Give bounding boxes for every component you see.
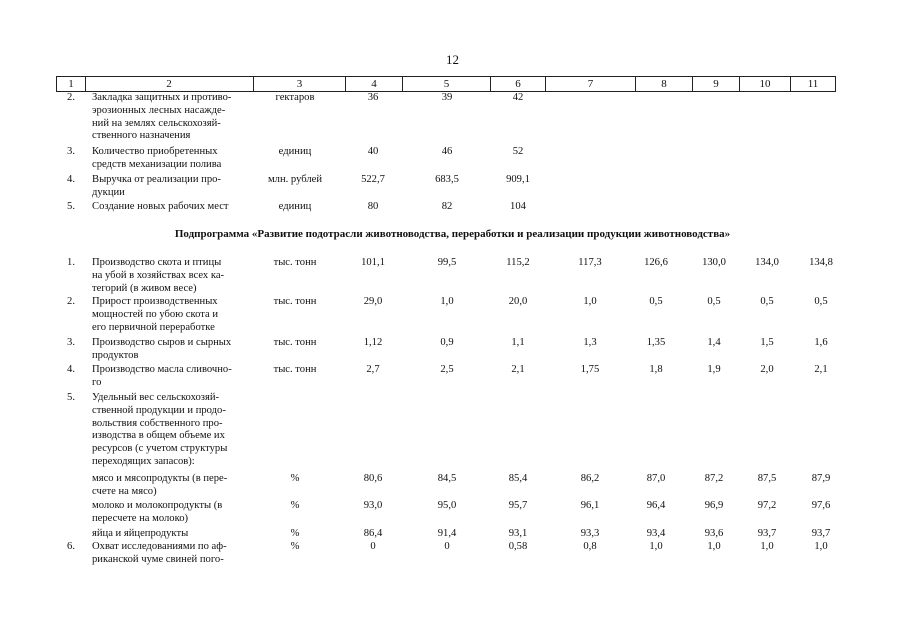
value-cell: 1,0 bbox=[583, 296, 597, 307]
indicator-name bbox=[92, 364, 257, 390]
value-cell: 0,8 bbox=[583, 541, 597, 552]
indicator-name-line: Производство масла сливочно- bbox=[92, 364, 232, 375]
value-cell: 95,0 bbox=[437, 500, 457, 511]
unit-of-measure: % bbox=[290, 528, 300, 539]
row-number: 5. bbox=[67, 201, 75, 212]
column-header-8: 8 bbox=[636, 77, 693, 91]
column-header-7: 7 bbox=[546, 77, 636, 91]
row-number: 2. bbox=[67, 296, 75, 307]
indicator-name bbox=[92, 392, 257, 469]
indicator-name-line: молоко и молокопродукты (в bbox=[92, 500, 223, 511]
indicator-name-line: дукции bbox=[92, 186, 125, 198]
value-cell: 87,9 bbox=[811, 473, 831, 484]
indicator-name-line: Прирост производственных bbox=[92, 296, 218, 307]
indicator-name-line: на убой в хозяйствах всех ка- bbox=[92, 269, 225, 281]
value-cell: 87,0 bbox=[646, 473, 666, 484]
indicator-name-line: яйца и яйцепродукты bbox=[92, 528, 189, 539]
value-cell: 95,7 bbox=[508, 500, 528, 511]
unit-of-measure: единиц bbox=[278, 201, 312, 212]
indicator-name-line: переходящих запасов): bbox=[92, 455, 195, 467]
value-cell: 2,7 bbox=[366, 364, 380, 375]
indicator-name-line: риканской чуме свиней пого- bbox=[92, 553, 224, 565]
value-cell: 93,3 bbox=[580, 528, 600, 539]
indicator-name-line: ний на землях сельскохозяй- bbox=[92, 117, 221, 129]
value-cell: 1,9 bbox=[707, 364, 721, 375]
value-cell: 93,7 bbox=[757, 528, 777, 539]
column-header-3: 3 bbox=[254, 77, 346, 91]
value-cell: 97,2 bbox=[757, 500, 777, 511]
value-cell: 97,6 bbox=[811, 500, 831, 511]
value-cell: 93,6 bbox=[704, 528, 724, 539]
indicator-name-line: Выручка от реализации про- bbox=[92, 174, 221, 185]
indicator-name bbox=[92, 257, 257, 295]
subprogram-heading: Подпрограмма «Развитие подотрасли животноводства, переработки и реализации продукции животноводства» bbox=[174, 228, 731, 240]
value-cell: 104 bbox=[510, 201, 526, 212]
indicator-name-line: Удельный вес сельскохозяй- bbox=[92, 392, 220, 403]
value-cell: 52 bbox=[512, 146, 524, 157]
value-cell: 0,5 bbox=[649, 296, 663, 307]
value-cell: 20,0 bbox=[508, 296, 528, 307]
value-cell: 96,1 bbox=[580, 500, 600, 511]
unit-of-measure: тыс. тонн bbox=[273, 257, 317, 268]
row-number: 3. bbox=[67, 337, 75, 348]
indicator-name-line: Создание новых рабочих мест bbox=[92, 201, 229, 212]
value-cell: 1,4 bbox=[707, 337, 721, 348]
value-cell: 1,6 bbox=[814, 337, 828, 348]
unit-of-measure: тыс. тонн bbox=[273, 337, 317, 348]
value-cell: 46 bbox=[441, 146, 453, 157]
value-cell: 87,2 bbox=[704, 473, 724, 484]
value-cell: 1,0 bbox=[707, 541, 721, 552]
indicator-name-line: мощностей по убою скота и bbox=[92, 308, 219, 320]
value-cell: 96,9 bbox=[704, 500, 724, 511]
value-cell: 96,4 bbox=[646, 500, 666, 511]
indicator-name-line: изводства в общем объеме их bbox=[92, 430, 225, 442]
row-number: 4. bbox=[67, 364, 75, 375]
value-cell: 80,6 bbox=[363, 473, 383, 484]
indicator-name-line: продуктов bbox=[92, 349, 139, 361]
indicator-name-line: средств механизации полива bbox=[92, 158, 222, 170]
indicator-name-line: Производство сыров и сырных bbox=[92, 337, 232, 348]
indicator-name bbox=[92, 146, 257, 172]
value-cell: 2,1 bbox=[814, 364, 828, 375]
indicator-name-line: его первичной переработке bbox=[92, 321, 215, 333]
indicator-name bbox=[92, 528, 257, 541]
unit-of-measure: единиц bbox=[278, 146, 312, 157]
row-number: 4. bbox=[67, 174, 75, 185]
value-cell: 99,5 bbox=[437, 257, 457, 268]
value-cell: 0 bbox=[444, 541, 450, 552]
unit-of-measure: тыс. тонн bbox=[273, 364, 317, 375]
unit-of-measure: тыс. тонн bbox=[273, 296, 317, 307]
value-cell: 1,0 bbox=[814, 541, 828, 552]
value-cell: 42 bbox=[512, 92, 524, 103]
indicator-name bbox=[92, 500, 257, 526]
value-cell: 0,5 bbox=[707, 296, 721, 307]
value-cell: 40 bbox=[367, 146, 379, 157]
column-header-9: 9 bbox=[693, 77, 740, 91]
indicator-name-line: тегорий (в живом весе) bbox=[92, 282, 197, 294]
value-cell: 683,5 bbox=[435, 174, 459, 185]
value-cell: 0,5 bbox=[814, 296, 828, 307]
indicator-name-line: Производство скота и птицы bbox=[92, 257, 222, 268]
value-cell: 2,5 bbox=[440, 364, 454, 375]
indicator-name-line: Закладка защитных и противо- bbox=[92, 92, 232, 103]
indicator-name bbox=[92, 92, 257, 143]
column-header-1: 1 bbox=[56, 77, 86, 91]
value-cell: 2,0 bbox=[760, 364, 774, 375]
value-cell: 1,5 bbox=[760, 337, 774, 348]
value-cell: 1,8 bbox=[649, 364, 663, 375]
indicator-name-line: счете на мясо) bbox=[92, 485, 157, 497]
row-number: 6. bbox=[67, 541, 75, 552]
value-cell: 0 bbox=[370, 541, 376, 552]
indicator-name-line: ственного назначения bbox=[92, 130, 191, 142]
value-cell: 1,0 bbox=[760, 541, 774, 552]
indicator-name-line: эрозионных лесных насажде- bbox=[92, 104, 226, 116]
value-cell: 86,4 bbox=[363, 528, 383, 539]
value-cell: 101,1 bbox=[361, 257, 385, 268]
value-cell: 93,4 bbox=[646, 528, 666, 539]
unit-of-measure: % bbox=[290, 500, 300, 511]
value-cell: 93,7 bbox=[811, 528, 831, 539]
value-cell: 85,4 bbox=[508, 473, 528, 484]
value-cell: 93,0 bbox=[363, 500, 383, 511]
value-cell: 1,1 bbox=[511, 337, 525, 348]
unit-of-measure: млн. рублей bbox=[267, 174, 323, 185]
value-cell: 36 bbox=[367, 92, 379, 103]
value-cell: 1,0 bbox=[649, 541, 663, 552]
value-cell: 29,0 bbox=[363, 296, 383, 307]
column-header-5: 5 bbox=[403, 77, 491, 91]
indicator-name bbox=[92, 174, 257, 200]
column-header-10: 10 bbox=[740, 77, 791, 91]
value-cell: 0,5 bbox=[760, 296, 774, 307]
indicator-name-line: ственной продукции и продо- bbox=[92, 404, 226, 416]
indicator-name bbox=[92, 201, 257, 214]
indicator-name bbox=[92, 541, 257, 567]
row-number: 1. bbox=[67, 257, 75, 268]
column-header-2: 2 bbox=[85, 77, 254, 91]
column-header-6: 6 bbox=[491, 77, 546, 91]
indicator-name bbox=[92, 296, 257, 334]
indicator-name-line: го bbox=[92, 376, 102, 388]
value-cell: 130,0 bbox=[702, 257, 726, 268]
indicator-name-line: вольствия собственного про- bbox=[92, 417, 223, 429]
value-cell: 134,8 bbox=[809, 257, 833, 268]
indicator-name bbox=[92, 473, 257, 499]
value-cell: 87,5 bbox=[757, 473, 777, 484]
indicator-name-line: Охват исследованиями по аф- bbox=[92, 541, 227, 552]
row-number: 2. bbox=[67, 92, 75, 103]
row-number: 3. bbox=[67, 146, 75, 157]
value-cell: 39 bbox=[441, 92, 453, 103]
value-cell: 1,75 bbox=[580, 364, 600, 375]
row-number: 5. bbox=[67, 392, 75, 403]
value-cell: 0,9 bbox=[440, 337, 454, 348]
column-header-11: 11 bbox=[791, 77, 836, 91]
indicator-name-line: мясо и мясопродукты (в пере- bbox=[92, 473, 228, 484]
column-header-4: 4 bbox=[346, 77, 403, 91]
indicator-name-line: пересчете на молоко) bbox=[92, 512, 189, 524]
table-header-row bbox=[56, 76, 836, 92]
value-cell: 2,1 bbox=[511, 364, 525, 375]
value-cell: 1,35 bbox=[646, 337, 666, 348]
value-cell: 522,7 bbox=[361, 174, 385, 185]
value-cell: 1,12 bbox=[363, 337, 383, 348]
unit-of-measure: % bbox=[290, 473, 300, 484]
value-cell: 82 bbox=[441, 201, 453, 212]
value-cell: 117,3 bbox=[578, 257, 602, 268]
value-cell: 909,1 bbox=[506, 174, 530, 185]
page-number: 12 bbox=[446, 52, 459, 67]
value-cell: 93,1 bbox=[508, 528, 528, 539]
value-cell: 115,2 bbox=[506, 257, 530, 268]
indicator-name bbox=[92, 337, 257, 363]
unit-of-measure: гектаров bbox=[275, 92, 315, 103]
indicator-name-line: ресурсов (с учетом структуры bbox=[92, 443, 228, 455]
indicator-name-line: Количество приобретенных bbox=[92, 146, 218, 157]
value-cell: 86,2 bbox=[580, 473, 600, 484]
value-cell: 84,5 bbox=[437, 473, 457, 484]
value-cell: 0,58 bbox=[508, 541, 528, 552]
value-cell: 134,0 bbox=[755, 257, 779, 268]
value-cell: 1,3 bbox=[583, 337, 597, 348]
unit-of-measure: % bbox=[290, 541, 300, 552]
value-cell: 126,6 bbox=[644, 257, 668, 268]
value-cell: 91,4 bbox=[437, 528, 457, 539]
value-cell: 1,0 bbox=[440, 296, 454, 307]
value-cell: 80 bbox=[367, 201, 379, 212]
